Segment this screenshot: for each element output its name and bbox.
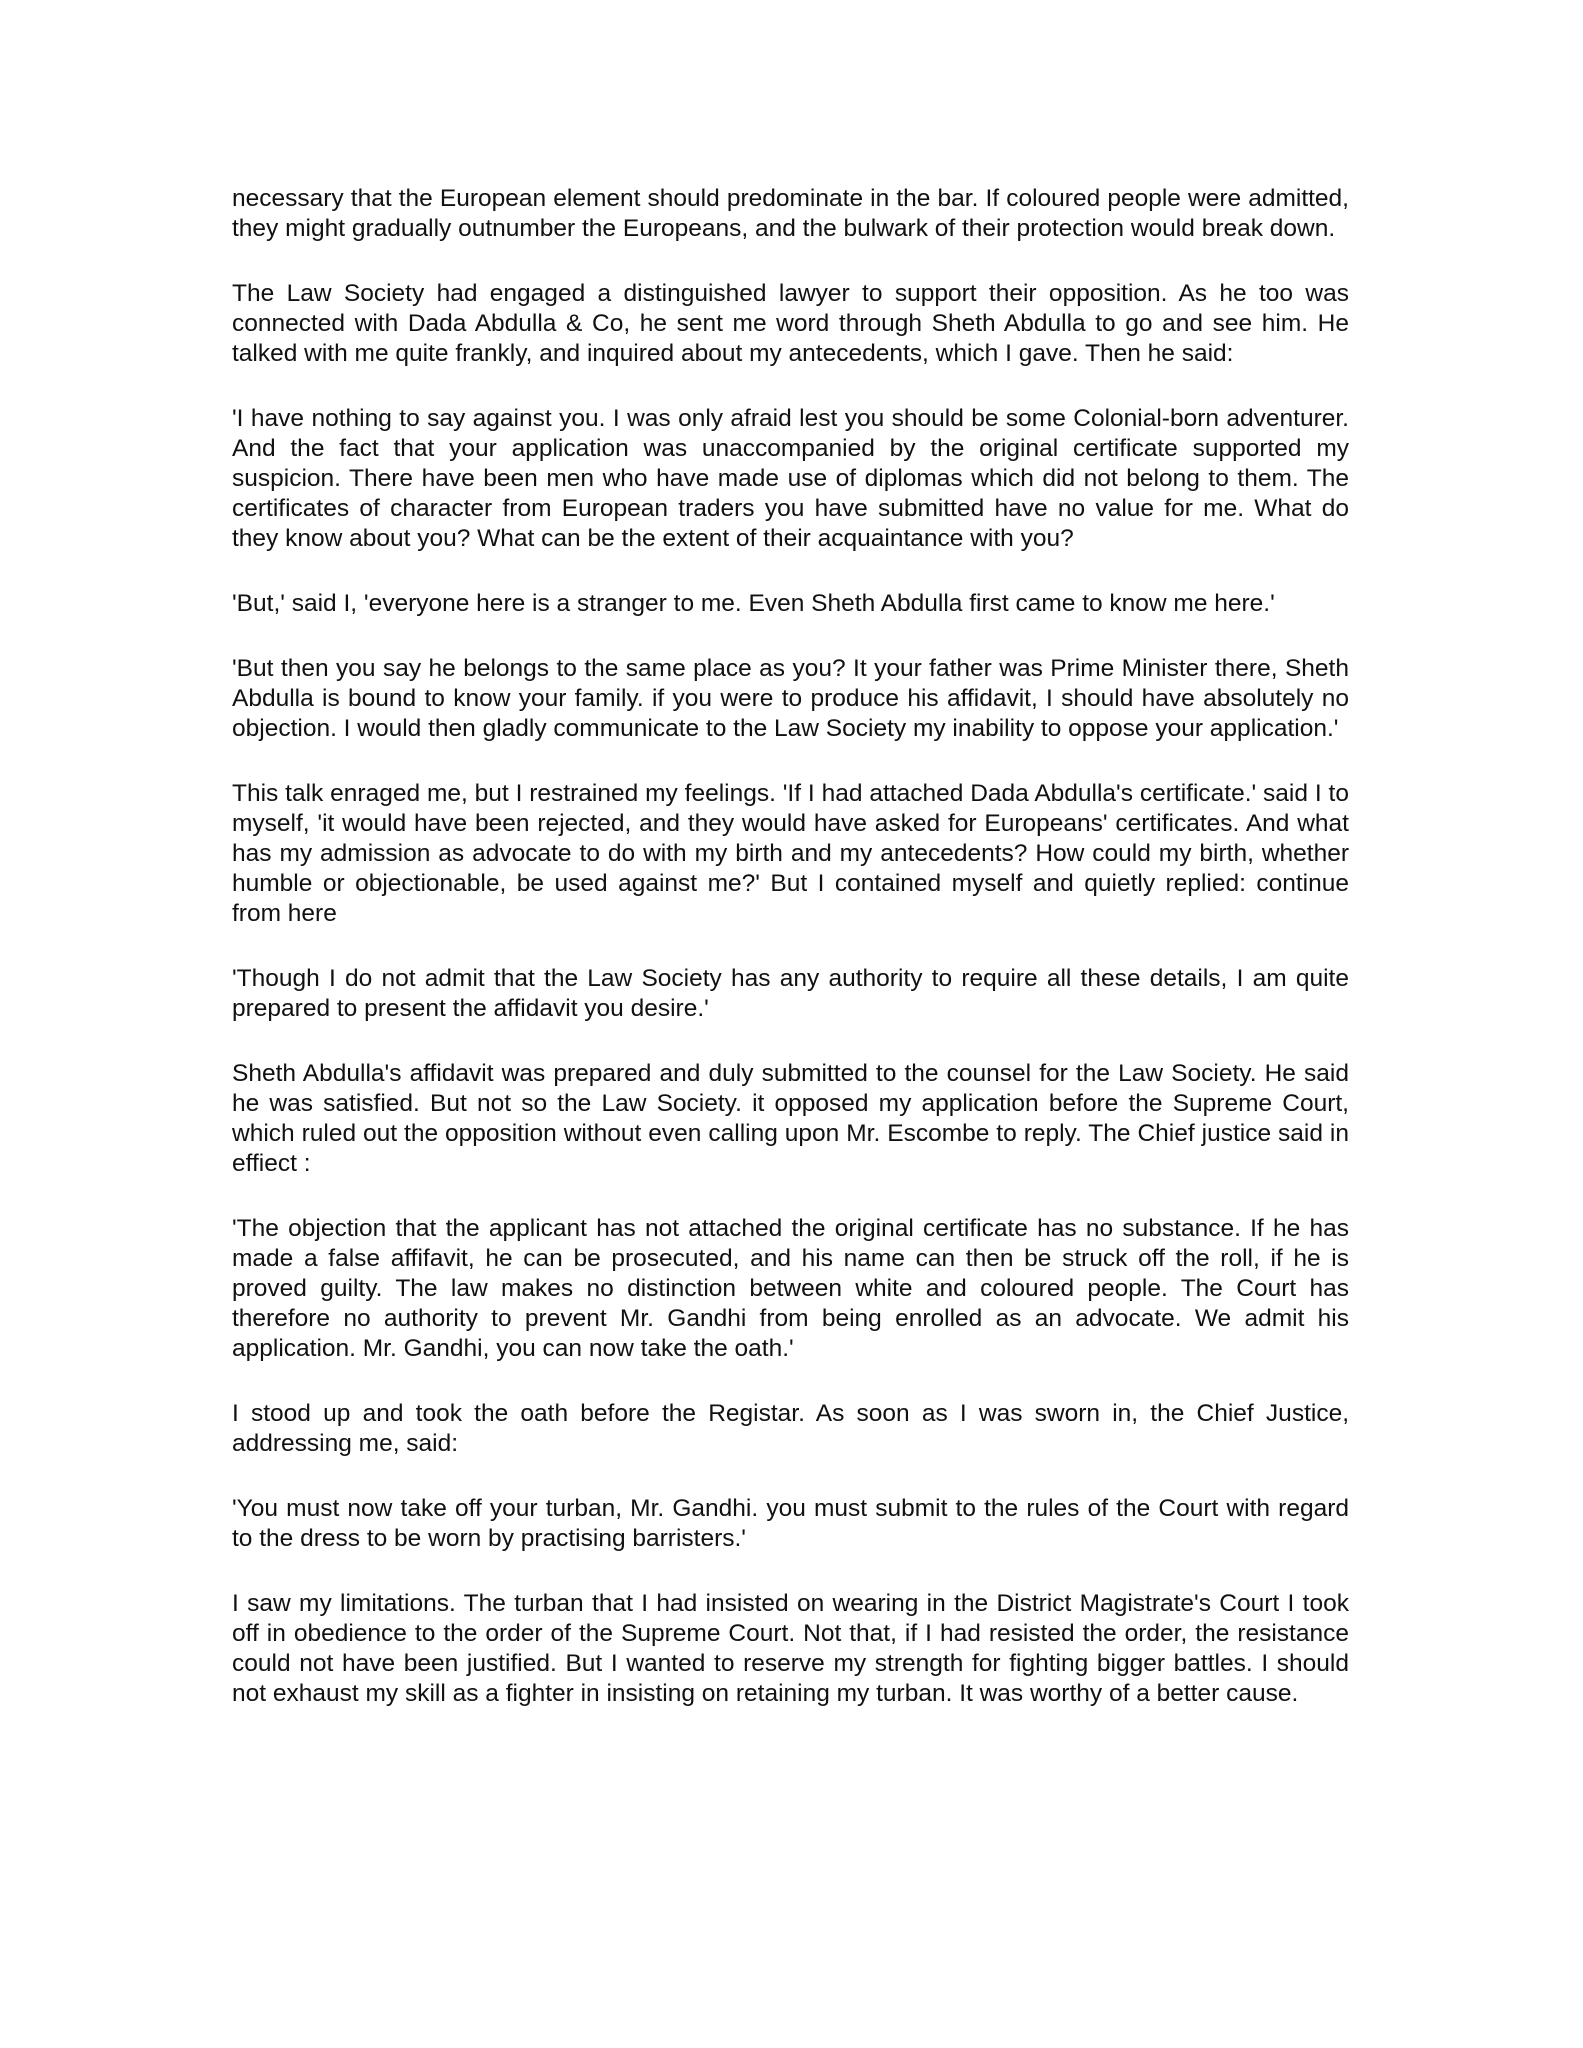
- paragraph: 'The objection that the applicant has not attached the original certificate has no substance. If he has made a false affifavit, he can be prosecuted, and his name can then be struck off the roll, if he is proved guilty. The law makes no distinction between white and coloured people. The Court has therefore no authority to prevent Mr. Gandhi from being enrolled as an advocate. We admit his application. Mr. Gandhi, you can now take the oath.': [232, 1215, 1349, 1362]
- document-body: [232, 184, 1349, 1744]
- paragraph: necessary that the European element should predominate in the bar. If coloured people were admitted, they might gradually outnumber the Europeans, and the bulwark of their protection would break down.: [232, 185, 1349, 242]
- paragraph: 'But,' said I, 'everyone here is a stranger to me. Even Sheth Abdulla first came to know me here.': [232, 590, 1275, 617]
- paragraph: 'You must now take off your turban, Mr. Gandhi. you must submit to the rules of the Court with regard to the dress to be worn by practising barristers.': [232, 1495, 1349, 1552]
- paragraph: The Law Society had engaged a distinguished lawyer to support their opposition. As he too was connected with Dada Abdulla & Co, he sent me word through Sheth Abdulla to go and see him. He talked with me quite frankly, and inquired about my antecedents, which I gave. Then he said:: [232, 280, 1349, 367]
- paragraph: I stood up and took the oath before the Registar. As soon as I was sworn in, the Chief Justice, addressing me, said:: [232, 1400, 1349, 1457]
- paragraph: I saw my limitations. The turban that I had insisted on wearing in the District Magistrate's Court I took off in obedience to the order of the Supreme Court. Not that, if I had resisted the order, the resistance could not have been justified. But I wanted to reserve my strength for fighting bigger battles. I should not exhaust my skill as a fighter in insisting on retaining my turban. It was worthy of a better cause.: [232, 1590, 1349, 1707]
- paragraph: Sheth Abdulla's affidavit was prepared and duly submitted to the counsel for the Law Society. He said he was satisfied. But not so the Law Society. it opposed my application before the Supreme Court, which ruled out the opposition without even calling upon Mr. Escombe to reply. The Chief justice said in effiect :: [232, 1060, 1349, 1177]
- paragraph: 'But then you say he belongs to the same place as you? It your father was Prime Minister there, Sheth Abdulla is bound to know your family. if you were to produce his affidavit, I should have absolutely no objection. I would then gladly communicate to the Law Society my inability to oppose your application.': [232, 655, 1349, 742]
- paragraph: 'I have nothing to say against you. I was only afraid lest you should be some Colonial-born adventurer. And the fact that your application was unaccompanied by the original certificate supported my suspicion. There have been men who have made use of diplomas which did not belong to them. The certificates of character from European traders you have submitted have no value for me. What do they know about you? What can be the extent of their acquaintance with you?: [232, 405, 1349, 552]
- paragraph: 'Though I do not admit that the Law Society has any authority to require all these details, I am quite prepared to present the affidavit you desire.': [232, 965, 1349, 1022]
- paragraph: This talk enraged me, but I restrained my feelings. 'If I had attached Dada Abdulla's certificate.' said I to myself, 'it would have been rejected, and they would have asked for Europeans' certificates. And what has my admission as advocate to do with my birth and my antecedents? How could my birth, whether humble or objectionable, be used against me?' But I contained myself and quietly replied: continue from here: [232, 780, 1349, 927]
